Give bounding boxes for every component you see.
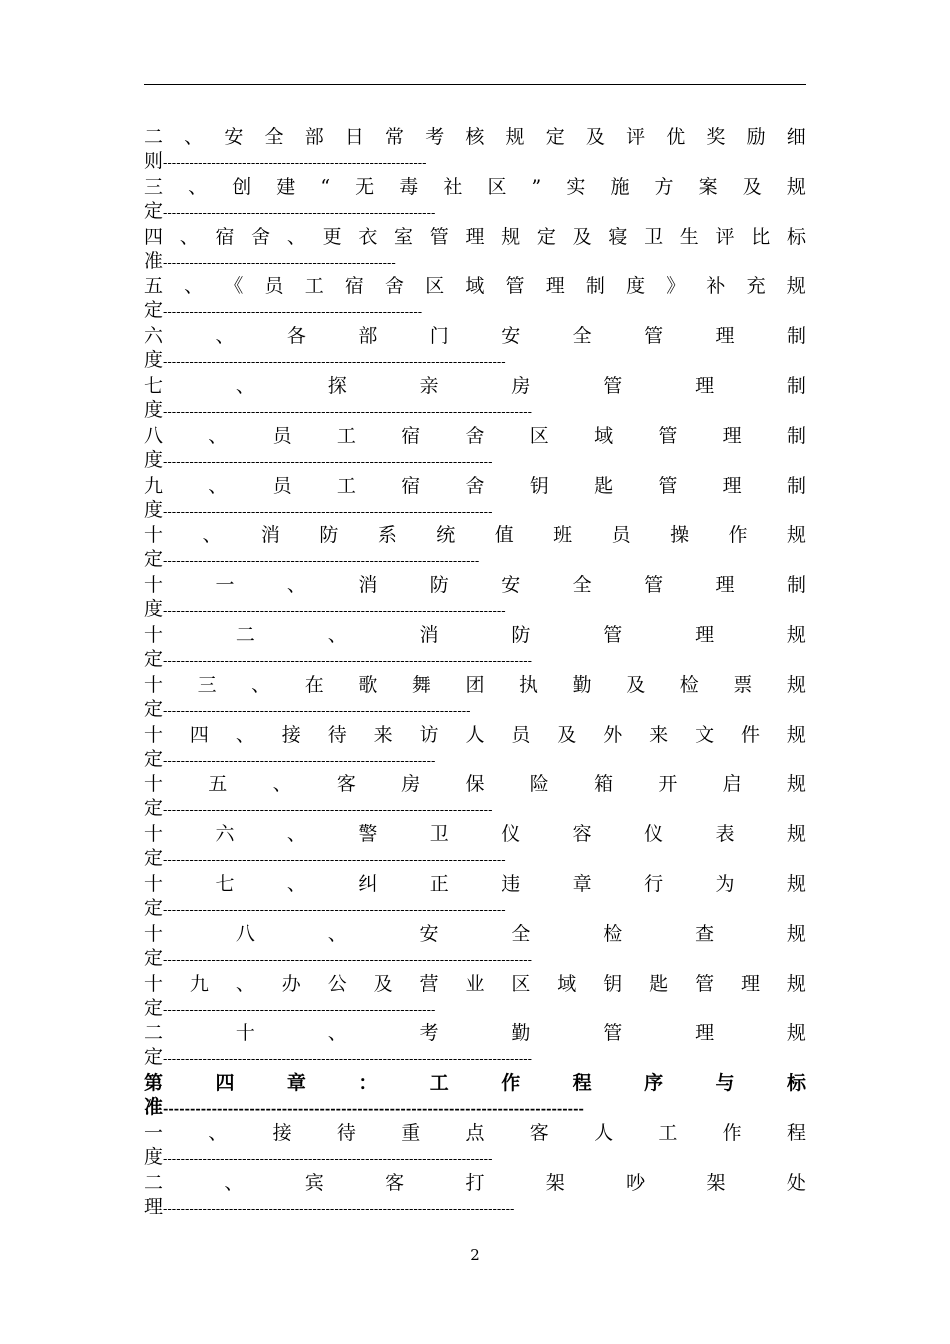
toc-entry-title: 八 、 员 工 宿 舍 区 域 管 理 制 [144,424,806,447]
toc-entry-continuation [144,748,806,770]
toc-entry-continuation [144,847,806,869]
toc-leader-dashes: ------------------------------------------------------------------------ [163,554,480,570]
toc-entry[interactable] [144,124,806,174]
toc-entry-tail: 定 [144,747,164,770]
toc-entry-title: 三 、 创 建 “ 无 毒 社 区 ” 实 施 方 案 及 规 [144,175,806,198]
toc-entry-continuation [144,698,806,720]
toc-leader-dashes: ------------------------------------------------------------------------------ [163,1102,584,1118]
toc-leader-dashes: ---------------------------------------------------------------------- [163,703,471,719]
toc-entry[interactable] [144,771,806,821]
toc-leader-dashes: ------------------------------------------------------------ [163,156,427,171]
toc-leader-dashes: ------------------------------------------------------------------------------------ [163,653,532,669]
toc-entry-continuation [144,150,806,172]
toc-entry-tail: 准 [144,249,164,272]
toc-entry[interactable] [144,1070,806,1120]
toc-entry[interactable] [144,921,806,971]
toc-entry-title: 二 、 宾 客 打 架 吵 架 处 [144,1171,806,1194]
toc-entry[interactable] [144,224,806,274]
toc-leader-dashes: -------------------------------------------------------------- [163,753,436,769]
toc-entry-tail: 度 [144,349,164,372]
toc-entry-tail: 则 [144,150,164,172]
toc-entry[interactable] [144,871,806,921]
toc-entry-title: 十 九 、 办 公 及 营 业 区 域 钥 匙 管 理 规 [144,972,806,995]
toc-entry-continuation [144,548,806,570]
page-number: 2 [470,1246,480,1264]
toc-entry-continuation [144,997,806,1019]
toc-entry-title: 二 十 、 考 勤 管 理 规 [144,1022,806,1045]
toc-entry-continuation [144,250,806,272]
toc-entry-title: 十 五 、 客 房 保 险 箱 开 启 规 [144,773,806,796]
toc-entry-continuation [144,1046,806,1068]
toc-entry[interactable] [144,423,806,473]
toc-entry-continuation [144,200,806,222]
toc-entry-tail: 度 [144,598,164,621]
toc-entry-continuation [144,299,806,321]
toc-entry-title: 第 四 章 ： 工 作 程 序 与 标 [144,1072,806,1095]
toc-entry-continuation [144,399,806,421]
toc-leader-dashes: --------------------------------------------------------------------------- [163,803,493,819]
toc-leader-dashes: --------------------------------------------------------------------------- [163,454,493,470]
toc-entry[interactable] [144,473,806,523]
toc-leader-dashes: ------------------------------------------------------------------------------ [163,355,506,371]
toc-entry-title: 十 八 、 安 全 检 查 规 [144,922,806,945]
toc-leader-dashes: ----------------------------------------------------------- [163,305,423,321]
toc-leader-dashes: ------------------------------------------------------------------------------ [163,853,506,869]
toc-entry-title: 四 、 宿 舍 、 更 衣 室 管 理 规 定 及 寝 卫 生 评 比 标 [144,225,806,248]
toc-leader-dashes: ------------------------------------------------------------------------------ [163,604,506,620]
toc-entry-title: 二 、 安 全 部 日 常 考 核 规 定 及 评 优 奖 励 细 [144,126,806,148]
toc-entry-title: 五 、 《 员 工 宿 舍 区 域 管 理 制 度 》 补 充 规 [144,275,806,298]
toc-entry-tail: 定 [144,647,164,670]
toc-entry[interactable] [144,622,806,672]
toc-entry-continuation [144,499,806,521]
toc-entry-tail: 定 [144,847,164,870]
toc-entry-tail: 定 [144,896,164,919]
toc-entry-continuation [144,797,806,819]
toc-leader-dashes: -------------------------------------------------------------- [163,1002,436,1018]
toc-entry[interactable] [144,1120,806,1170]
toc-entry-continuation [144,897,806,919]
toc-entry-title: 十 七 、 纠 正 违 章 行 为 规 [144,872,806,895]
toc-entry-title: 一 、 接 待 重 点 客 人 工 作 程 [144,1121,806,1144]
table-of-contents [144,124,806,1220]
toc-entry-tail: 定 [144,548,164,571]
toc-entry-continuation [144,349,806,371]
toc-entry-tail: 准 [144,1096,164,1119]
toc-entry[interactable] [144,174,806,224]
toc-entry[interactable] [144,722,806,772]
toc-entry-title: 十 、 消 防 系 统 值 班 员 操 作 规 [144,524,806,547]
toc-entry-continuation [144,1146,806,1168]
toc-leader-dashes: -------------------------------------------------------------------------------- [163,1201,515,1217]
toc-entry-tail: 度 [144,398,164,421]
toc-entry-title: 七 、 探 亲 房 管 理 制 [144,374,806,397]
toc-entry[interactable] [144,672,806,722]
toc-entry-continuation [144,648,806,670]
toc-entry[interactable] [144,572,806,622]
toc-entry-tail: 定 [144,299,164,322]
header-rule [144,84,806,85]
toc-leader-dashes: ------------------------------------------------------------------------------ [163,902,506,918]
toc-entry-title: 十 一 、 消 防 安 全 管 理 制 [144,574,806,597]
toc-entry-title: 十 二 、 消 防 管 理 规 [144,623,806,646]
toc-entry-title: 六 、 各 部 门 安 全 管 理 制 [144,325,806,348]
toc-entry-tail: 定 [144,946,164,969]
toc-leader-dashes: --------------------------------------------------------------------------- [163,504,493,520]
toc-leader-dashes: -------------------------------------------------------------- [163,205,436,221]
toc-entry-title: 十 六 、 警 卫 仪 容 仪 表 规 [144,823,806,846]
toc-leader-dashes: --------------------------------------------------------------------------- [163,1151,493,1167]
toc-entry-continuation [144,1096,806,1118]
toc-entry-tail: 理 [144,1195,164,1218]
toc-leader-dashes: ------------------------------------------------------------------------------------ [163,1052,532,1068]
toc-entry-continuation [144,1196,806,1218]
toc-entry-tail: 定 [144,996,164,1019]
toc-entry-title: 九 、 员 工 宿 舍 钥 匙 管 理 制 [144,474,806,497]
toc-entry[interactable] [144,1170,806,1220]
toc-entry-tail: 定 [144,797,164,820]
toc-leader-dashes: ------------------------------------------------------------------------------------ [163,404,532,420]
toc-entry-tail: 定 [144,199,164,222]
toc-entry-tail: 度 [144,498,164,521]
toc-entry-tail: 定 [144,697,164,720]
toc-entry-tail: 度 [144,448,164,471]
toc-entry[interactable] [144,1020,806,1070]
toc-entry[interactable] [144,971,806,1021]
toc-leader-dashes: ------------------------------------------------------------------------------------ [163,952,532,968]
toc-entry[interactable] [144,373,806,423]
toc-entry[interactable] [144,522,806,572]
toc-entry[interactable] [144,821,806,871]
toc-entry-continuation [144,598,806,620]
toc-entry-title: 十 三 、 在 歌 舞 团 执 勤 及 检 票 规 [144,673,806,696]
toc-entry[interactable] [144,323,806,373]
toc-entry-continuation [144,449,806,471]
toc-leader-dashes: ----------------------------------------------------- [163,255,396,271]
toc-entry-tail: 定 [144,1046,164,1069]
toc-entry-tail: 度 [144,1145,164,1168]
toc-entry[interactable] [144,273,806,323]
toc-entry-continuation [144,947,806,969]
toc-entry-title: 十 四 、 接 待 来 访 人 员 及 外 来 文 件 规 [144,723,806,746]
